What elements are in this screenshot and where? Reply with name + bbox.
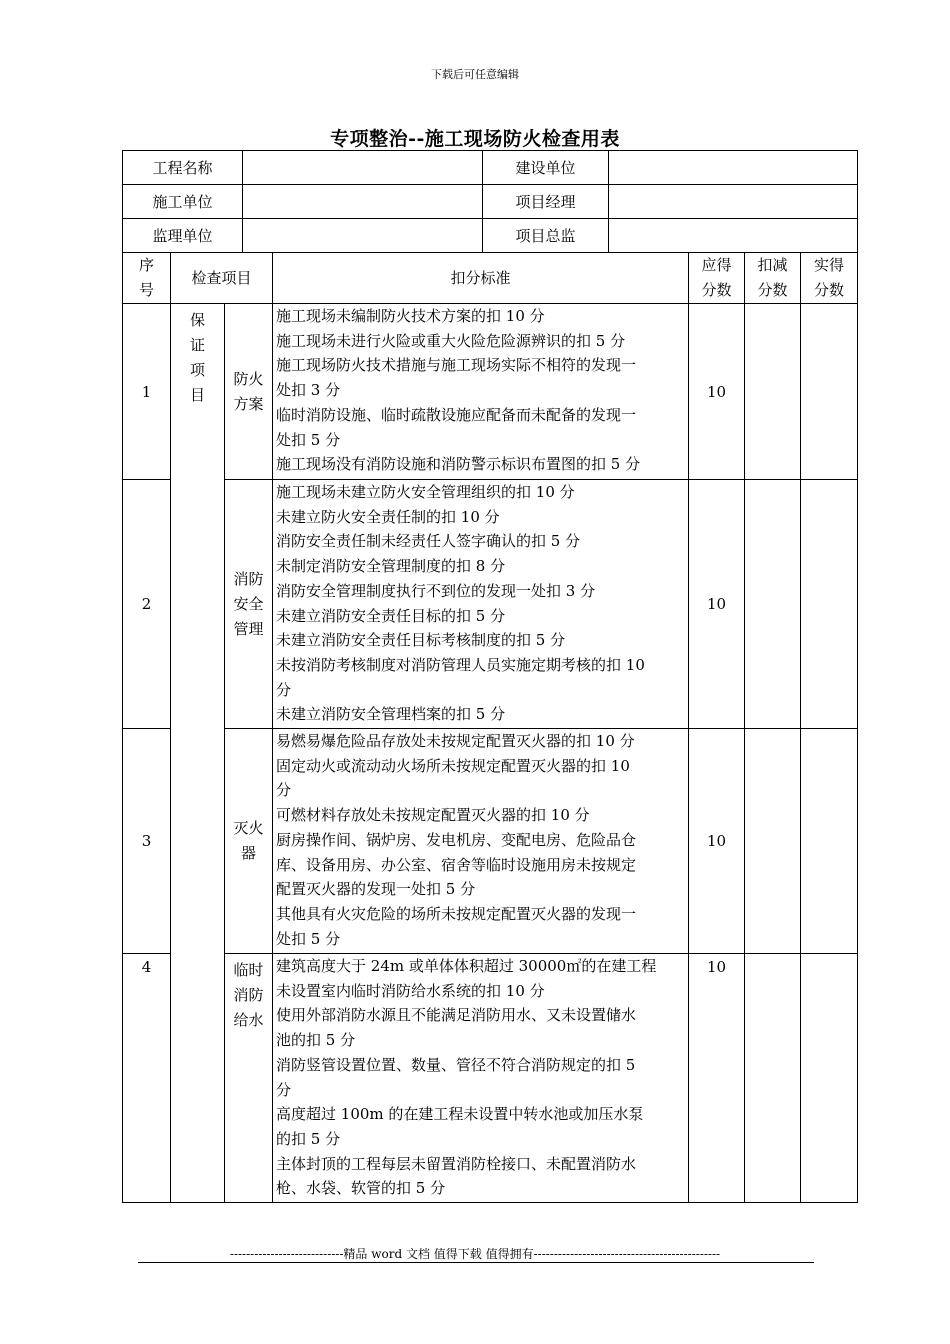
header-note: 下载后可任意编辑 [431, 68, 519, 81]
header-seq: 序 号 [123, 253, 171, 304]
row-seq: 2 [123, 480, 171, 729]
table-row [123, 480, 858, 729]
label-project-manager: 项目经理 [483, 185, 609, 219]
row-actual-score[interactable] [801, 954, 858, 1203]
value-supervisor-unit[interactable] [243, 219, 483, 253]
row-deduct-score[interactable] [745, 954, 801, 1203]
row-criteria: 易燃易爆危险品存放处未按规定配置灭火器的扣 10 分 固定动火或流动动火场所未按规定配置灭火器的扣 10 分 可燃材料存放处未按规定配置灭火器的扣 10 分 厨房操作间、锅炉房、发电机房、变配电房、危险品仓 库、设备用房、办公室、宿舍等临时设施用房未按规定 配置灭火器的发现一处扣 5 分 其他具有火灾危险的场所未按规定配置灭火器的发现一 处扣 5 分 [273, 729, 689, 954]
row-item: 临时 消防 给水 [225, 954, 273, 1203]
row-criteria: 施工现场未建立防火安全管理组织的扣 10 分 未建立防火安全责任制的扣 10 分 消防安全责任制未经责任人签字确认的扣 5 分 未制定消防安全管理制度的扣 8 分 消防安全管理制度执行不到位的发现一处扣 3 分 未建立消防安全责任目标的扣 5 分 未建立消防安全责任目标考核制度的扣 5 分 未按消防考核制度对消防管理人员实施定期考核的扣 10 分 未建立消防安全管理档案的扣 5 分 [273, 480, 689, 729]
row-actual-score[interactable] [801, 480, 858, 729]
label-contractor: 施工单位 [123, 185, 243, 219]
row-criteria: 施工现场未编制防火技术方案的扣 10 分 施工现场未进行火险或重大火险危险源辨识的扣 5 分 施工现场防火技术措施与施工现场实际不相符的发现一 处扣 3 分 临时消防设施、临时疏散设施应配备而未配备的发现一 处扣 5 分 施工现场没有消防设施和消防警示标识布置图的扣 5 分 [273, 304, 689, 480]
table-row [123, 304, 858, 480]
table-header-row [123, 253, 858, 304]
header-item: 检查项目 [171, 253, 273, 304]
info-row [123, 151, 858, 185]
row-deduct-score[interactable] [745, 480, 801, 729]
category-cell: 保 证 项 目 [171, 304, 225, 1203]
footer-divider [138, 1262, 814, 1263]
table-row [123, 729, 858, 954]
row-due-score: 10 [689, 954, 745, 1203]
row-item: 消防 安全 管理 [225, 480, 273, 729]
row-seq: 4 [123, 954, 171, 1203]
header-actual-score: 实得 分数 [801, 253, 858, 304]
row-due-score: 10 [689, 480, 745, 729]
row-criteria: 建筑高度大于 24m 或单体体积超过 30000㎡的在建工程 未设置室内临时消防给水系统的扣 10 分 使用外部消防水源且不能满足消防用水、又未设置储水 池的扣 5 分 消防竖管设置位置、数量、管径不符合消防规定的扣 5 分 高度超过 100m 的在建工程未设置中转水池或加压水泵 的扣 5 分 主体封顶的工程每层未留置消防栓接口、未配置消防水 枪、水袋、软管的扣 5 分 [273, 954, 689, 1203]
row-item: 灭火 器 [225, 729, 273, 954]
value-project-name[interactable] [243, 151, 483, 185]
row-actual-score[interactable] [801, 729, 858, 954]
label-project-name: 工程名称 [123, 151, 243, 185]
header-criteria: 扣分标准 [273, 253, 689, 304]
row-seq: 1 [123, 304, 171, 480]
inspection-table [122, 252, 858, 1203]
label-supervisor-unit: 监理单位 [123, 219, 243, 253]
footer-text: ----------------------------精品 word 文档 值得下载 值得拥有---------------------------------------------- [229, 1247, 721, 1261]
value-project-manager[interactable] [609, 185, 858, 219]
header-deduct-score: 扣减 分数 [745, 253, 801, 304]
row-due-score: 10 [689, 729, 745, 954]
label-chief-supervisor: 项目总监 [483, 219, 609, 253]
project-info-table [122, 150, 858, 253]
label-builder: 建设单位 [483, 151, 609, 185]
row-due-score: 10 [689, 304, 745, 480]
row-item: 防火 方案 [225, 304, 273, 480]
value-contractor[interactable] [243, 185, 483, 219]
row-deduct-score[interactable] [745, 304, 801, 480]
row-actual-score[interactable] [801, 304, 858, 480]
value-builder[interactable] [609, 151, 858, 185]
value-chief-supervisor[interactable] [609, 219, 858, 253]
row-deduct-score[interactable] [745, 729, 801, 954]
row-seq: 3 [123, 729, 171, 954]
info-row [123, 219, 858, 253]
header-due-score: 应得 分数 [689, 253, 745, 304]
document-title: 专项整治--施工现场防火检查用表 [330, 128, 620, 150]
table-row [123, 954, 858, 1203]
info-row [123, 185, 858, 219]
